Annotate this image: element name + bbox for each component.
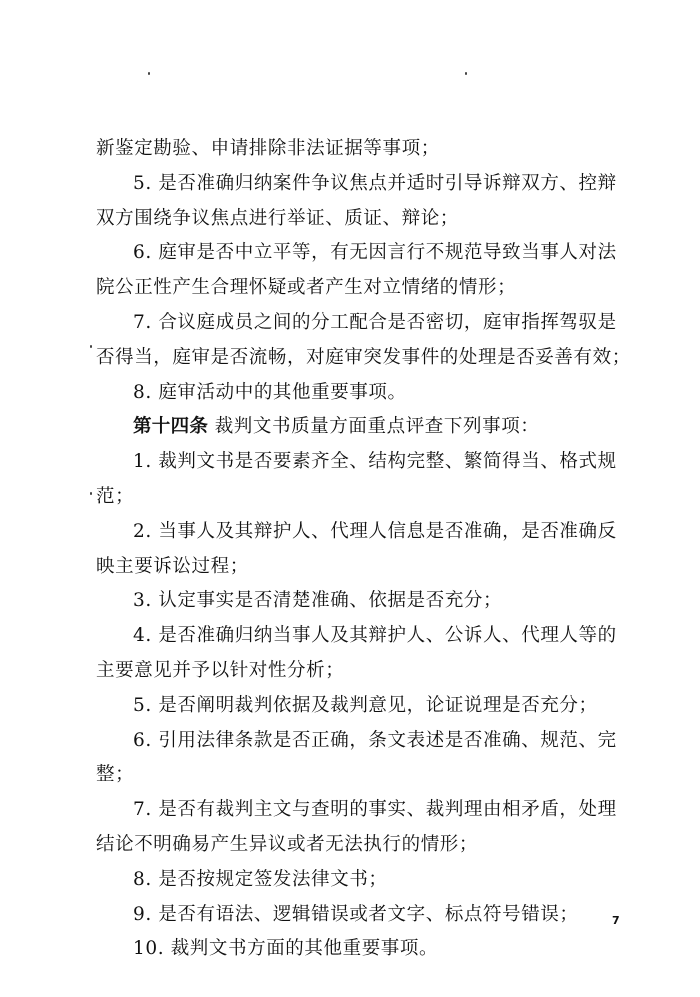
line-text: 2. 当事人及其辩护人、代理人信息是否准确，是否准确反: [133, 520, 617, 542]
text-line: [96, 271, 636, 306]
line-text: 6. 引用法律条款是否正确，条文表述是否准确、规范、完: [133, 729, 617, 751]
line-text: 院公正性产生合理怀疑或者产生对立情绪的情形；: [96, 277, 517, 299]
text-line: [96, 306, 636, 341]
line-text: 整；: [96, 764, 135, 786]
line-text: 双方围绕争议焦点进行举证、质证、辩论；: [96, 207, 459, 229]
line-text: 9. 是否有语法、逻辑错误或者文字、标点符号错误；: [133, 903, 579, 925]
text-line: [96, 376, 636, 411]
page-number: 7: [612, 914, 620, 927]
line-text: 8. 是否按规定签发法律文书；: [133, 868, 388, 890]
scan-speck: [90, 492, 92, 495]
text-line: [96, 828, 636, 863]
line-text: 主要意见并予以针对性分析；: [96, 659, 345, 681]
line-text: 范；: [96, 485, 135, 507]
line-text: 7. 是否有裁判主文与查明的事实、裁判理由相矛盾，处理: [133, 799, 617, 821]
text-line: [96, 584, 636, 619]
line-text: 8. 庭审活动中的其他重要事项。: [133, 381, 407, 403]
line-text: 10. 裁判文书方面的其他重要事项。: [133, 938, 439, 960]
text-line: [96, 480, 636, 515]
text-line: [96, 758, 636, 793]
text-line: [96, 898, 636, 933]
text-line: [96, 167, 636, 202]
text-line: [96, 793, 636, 828]
article-number: 第十四条: [133, 416, 209, 438]
text-line: [96, 132, 636, 167]
line-text: 5. 是否准确归纳案件争议焦点并适时引导诉辩双方、控辩: [133, 172, 617, 194]
text-line: [96, 236, 636, 271]
text-line: [96, 550, 636, 585]
scan-speck: [148, 72, 150, 75]
article-heading-line: [96, 410, 636, 445]
line-text: 裁判文书质量方面重点评查下列事项：: [214, 416, 540, 438]
text-line: [96, 202, 636, 237]
line-text: 新鉴定勘验、申请排除非法证据等事项；: [96, 138, 440, 159]
text-line: [96, 515, 636, 550]
text-line: [96, 724, 636, 759]
scan-speck: [465, 72, 467, 75]
scan-speck: [90, 345, 92, 348]
line-text: 否得当，庭审是否流畅，对庭审突发事件的处理是否妥善有效；: [96, 346, 631, 368]
text-line: [96, 619, 636, 654]
text-line: [96, 341, 636, 376]
line-text: 4. 是否准确归纳当事人及其辩护人、公诉人、代理人等的: [133, 625, 617, 647]
text-line: [96, 445, 636, 480]
line-text: 5. 是否阐明裁判依据及裁判意见，论证说理是否充分；: [133, 694, 598, 716]
line-text: 3. 认定事实是否清楚准确、依据是否充分；: [133, 590, 503, 612]
text-line: [96, 863, 636, 898]
text-line: [96, 654, 636, 689]
text-line: [96, 932, 636, 967]
document-body: [96, 132, 636, 967]
line-text: 6. 庭审是否中立平等，有无因言行不规范导致当事人对法: [133, 242, 617, 264]
line-text: 7. 合议庭成员之间的分工配合是否密切，庭审指挥驾驭是: [133, 311, 617, 333]
text-line: [96, 689, 636, 724]
line-text: 映主要诉讼过程；: [96, 555, 249, 577]
line-text: 结论不明确易产生异议或者无法执行的情形；: [96, 833, 479, 855]
line-text: 1. 裁判文书是否要素齐全、结构完整、繁简得当、格式规: [133, 451, 617, 473]
